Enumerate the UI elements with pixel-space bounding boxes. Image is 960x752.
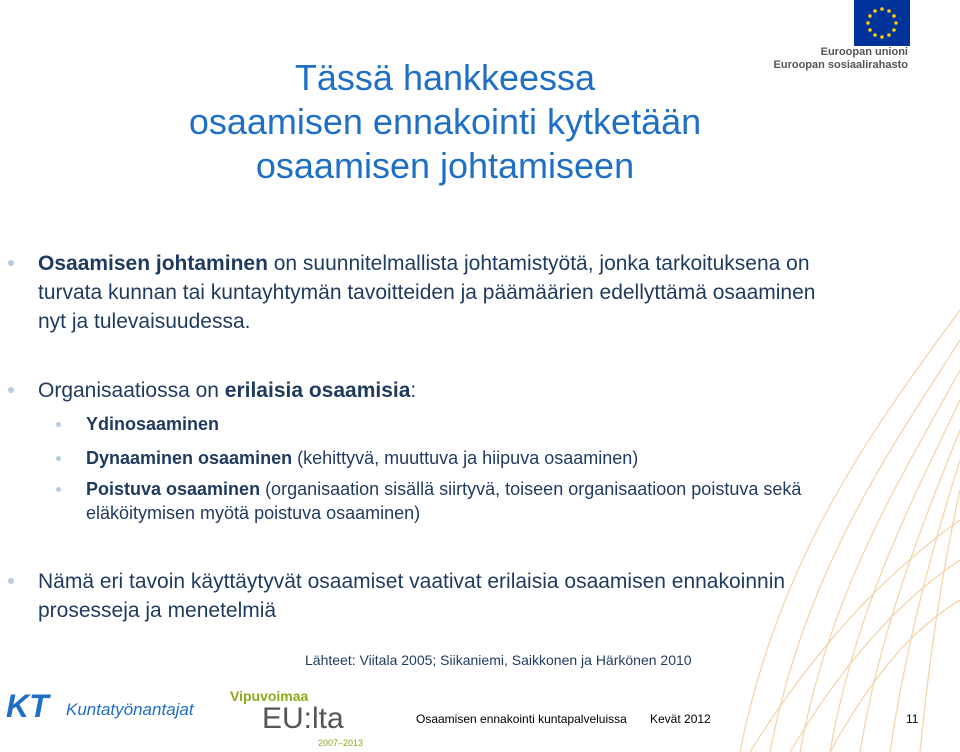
competences-post: : [410, 379, 417, 402]
bullet-competences [38, 376, 838, 405]
kt-logo-name: Kuntatyönantajat [66, 700, 194, 719]
decorative-curves [630, 300, 960, 752]
footer-date: Kevät 2012 [650, 712, 711, 726]
title-line-1: Tässä hankkeessa [294, 57, 596, 98]
slide-title [100, 56, 790, 188]
footer-project: Osaamisen ennakointi kuntapalveluissa [416, 712, 627, 726]
title-line-3: osaamisen johtamiseen [255, 145, 635, 186]
bullet-leadership [38, 249, 838, 336]
leadership-term: Osaamisen johtaminen [38, 252, 268, 275]
sub-bullet-icon [56, 422, 61, 427]
eu-fund-label: Euroopan sosiaalirahasto [773, 59, 908, 71]
sub-bullet-icon [56, 487, 61, 492]
vipuvoimaa-logo-years: 2007–2013 [318, 738, 364, 748]
sub-item-core [86, 412, 906, 436]
sources-note: Lähteet: Viitala 2005; Siikaniemi, Saikkonen ja Härkönen 2010 [305, 652, 692, 668]
kt-logo-mark: KT [6, 688, 49, 724]
sub-item-leaving [86, 477, 906, 525]
footer-page-number: 11 [906, 712, 919, 726]
sub-item-term: Poistuva osaaminen [86, 479, 261, 499]
processes-text: Nämä eri tavoin käyttäytyvät osaamiset vaativat erilaisia osaamisen ennakoinnin prosesseja ja menetelmiä [38, 570, 786, 622]
eu-union-label: Euroopan unioni [820, 46, 908, 58]
competences-pre: Organisaatiossa on [38, 379, 225, 402]
sub-item-text: (organisaation sisällä siirtyvä, toiseen organisaatioon poistuva sekä eläköitymisen myötä poistuva osaaminen) [86, 479, 802, 523]
sub-item-text: (kehittyvä, muuttuva ja hiipuva osaaminen) [292, 448, 639, 468]
eu-stars-icon [854, 0, 910, 46]
bullet-icon [8, 387, 14, 393]
leadership-definition: on suunnitelmallista johtamistyötä, jonka tarkoituksena on turvata kunnan tai kuntayhtymän tavoitteiden ja päämäärien edellyttämä osaaminen nyt ja tulevaisuudessa. [38, 252, 816, 333]
eu-flag-logo [854, 0, 910, 46]
bullet-icon [8, 260, 14, 266]
bullet-processes [38, 567, 878, 625]
vipuvoimaa-logo-title: Vipuvoimaa [230, 688, 309, 704]
sub-item-dynamic [86, 446, 906, 470]
title-line-2: osaamisen ennakointi kytketään [188, 101, 702, 142]
sub-item-term: Dynaaminen osaaminen [86, 448, 293, 468]
bullet-icon [8, 578, 14, 584]
eu-logo-text [774, 46, 908, 72]
sub-item-term: Ydinosaaminen [86, 414, 220, 434]
vipuvoimaa-logo-eu: EU:lta [262, 702, 344, 735]
sub-bullet-icon [56, 456, 61, 461]
competences-term: erilaisia osaamisia [224, 379, 411, 402]
